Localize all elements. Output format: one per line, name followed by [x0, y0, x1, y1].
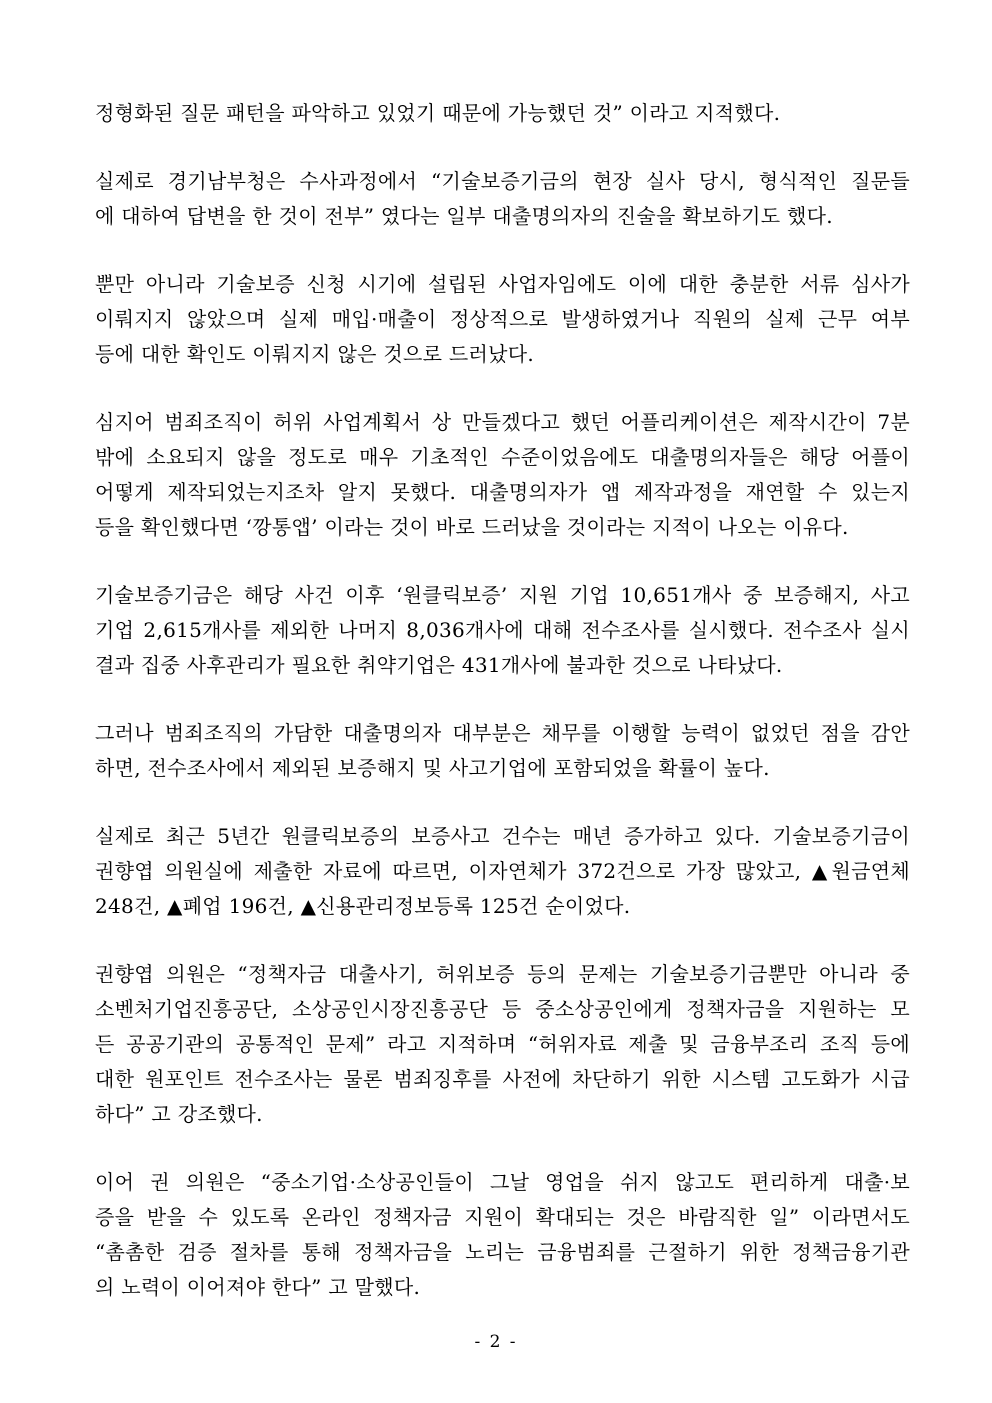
text-line: 대한 원포인트 전수조사는 물론 범죄징후를 사전에 차단하기 위한 시스템 고도화가 시급	[95, 1067, 910, 1091]
text-line: 실제로 경기남부청은 수사과정에서 “기술보증기금의 현장 실사 당시, 형식적인 질문들	[95, 169, 910, 193]
paragraph-6	[95, 716, 910, 786]
text-line: 정형화된 질문 패턴을 파악하고 있었기 때문에 가능했던 것” 이라고 지적했다.	[95, 101, 781, 125]
text-line: 든 공공기관의 공통적인 문제” 라고 지적하며 “허위자료 제출 및 금융부조리 조직 등에	[95, 1032, 910, 1056]
paragraph-5	[95, 578, 910, 683]
page-footer	[0, 1330, 992, 1354]
text-line: 등에 대한 확인도 이뤄지지 않은 것으로 드러났다.	[95, 342, 535, 366]
text-line: 심지어 범죄조직이 허위 사업계획서 상 만들겠다고 했던 어플리케이션은 제작시간이 7분	[95, 410, 910, 434]
text-line: 권향엽 의원은 “정책자금 대출사기, 허위보증 등의 문제는 기술보증기금뿐만 아니라 중	[95, 962, 910, 986]
text-line: 이어 권 의원은 “중소기업·소상공인들이 그날 영업을 쉬지 않고도 편리하게 대출·보	[95, 1170, 910, 1194]
page-number: - 2 -	[474, 1332, 518, 1352]
text-line: 그러나 범죄조직의 가담한 대출명의자 대부분은 채무를 이행할 능력이 없었던 점을 감안	[95, 721, 910, 745]
text-line: 이뤄지지 않았으며 실제 매입·매출이 정상적으로 발생하였거나 직원의 실제 근무 여부	[95, 307, 910, 331]
text-line: 어떻게 제작되었는지조차 알지 못했다. 대출명의자가 앱 제작과정을 재연할 수 있는지	[95, 480, 910, 504]
paragraph-1	[95, 96, 910, 131]
paragraph-3	[95, 267, 910, 372]
text-line: 기술보증기금은 해당 사건 이후 ‘원클릭보증’ 지원 기업 10,651개사 중 보증해지, 사고	[95, 583, 910, 607]
text-line: 하면, 전수조사에서 제외된 보증해지 및 사고기업에 포함되었을 확률이 높다.	[95, 756, 770, 780]
document-body	[95, 96, 910, 1338]
text-line: 밖에 소요되지 않을 정도로 매우 기초적인 수준이었음에도 대출명의자들은 해당 어플이	[95, 445, 910, 469]
text-line: 에 대하여 답변을 한 것이 전부” 였다는 일부 대출명의자의 진술을 확보하기도 했다.	[95, 204, 833, 228]
paragraph-7	[95, 819, 910, 924]
paragraph-4	[95, 405, 910, 545]
text-line: 소벤처기업진흥공단, 소상공인시장진흥공단 등 중소상공인에게 정책자금을 지원하는 모	[95, 997, 910, 1021]
text-line: 하다” 고 강조했다.	[95, 1102, 263, 1126]
paragraph-2	[95, 164, 910, 234]
text-line: 증을 받을 수 있도록 온라인 정책자금 지원이 확대되는 것은 바람직한 일” 이라면서도	[95, 1205, 910, 1229]
text-line: 등을 확인했다면 ‘깡통앱’ 이라는 것이 바로 드러났을 것이라는 지적이 나오는 이유다.	[95, 515, 849, 539]
text-line: 뿐만 아니라 기술보증 신청 시기에 설립된 사업자임에도 이에 대한 충분한 서류 심사가	[95, 272, 910, 296]
text-line: 실제로 최근 5년간 원클릭보증의 보증사고 건수는 매년 증가하고 있다. 기술보증기금이	[95, 824, 910, 848]
text-line: “촘촘한 검증 절차를 통해 정책자금을 노리는 금융범죄를 근절하기 위한 정책금융기관	[95, 1240, 910, 1264]
text-line: 의 노력이 이어져야 한다” 고 말했다.	[95, 1275, 421, 1299]
text-line: 권향엽 의원실에 제출한 자료에 따르면, 이자연체가 372건으로 가장 많았고, ▲원금연체	[95, 859, 910, 883]
text-line: 결과 집중 사후관리가 필요한 취약기업은 431개사에 불과한 것으로 나타났다.	[95, 653, 783, 677]
text-line: 248건, ▲폐업 196건, ▲신용관리정보등록 125건 순이었다.	[95, 894, 631, 918]
paragraph-9	[95, 1165, 910, 1305]
text-line: 기업 2,615개사를 제외한 나머지 8,036개사에 대해 전수조사를 실시했다. 전수조사 실시	[95, 618, 910, 642]
paragraph-8	[95, 957, 910, 1132]
